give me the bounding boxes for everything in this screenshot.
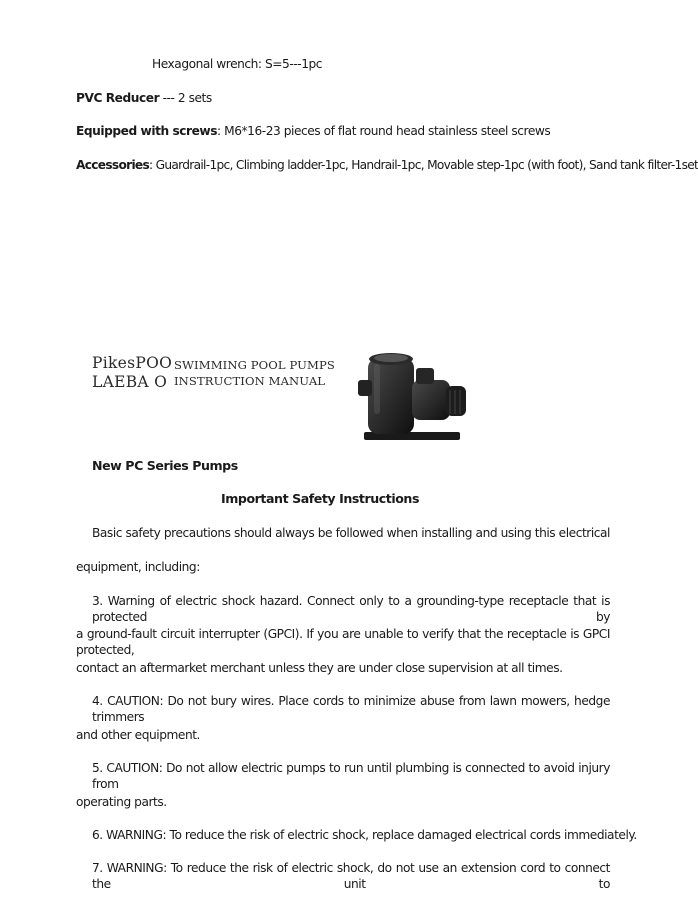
p5-line-2: operating parts. [76,795,167,809]
manual-brand [92,354,172,392]
screws-value: : M6*16-23 pieces of flat round head stainless steel screws [217,124,551,138]
accessories-label: Accessories [76,158,150,172]
p4-line-2: and other equipment. [76,728,200,742]
pump-photo [358,350,470,442]
p4-line-1: 4. CAUTION: Do not bury wires. Place cords to minimize abuse from lawn mowers, hedge trimmers [92,694,610,724]
p7-line-1: 7. WARNING: To reduce the risk of electric shock, do not use an extension cord to connect the unit to [92,861,610,891]
p3-line-3: contact an aftermarket merchant unless they are under close supervision at all times. [76,661,563,675]
wrench-line: Hexagonal wrench: S=5---1pc [152,57,323,71]
p3-line-2: a ground-fault circuit interrupter (GPCI). If you are unable to verify that the receptacle is GPCI protected, [76,627,610,657]
safety-heading: Important Safety Instructions [221,491,419,506]
screws-label: Equipped with screws [76,124,218,138]
intro-line-2: equipment, including: [76,560,200,574]
reducer-label: PVC Reducer [76,91,160,105]
p6-line-1: 6. WARNING: To reduce the risk of electric shock, replace damaged electrical cords immediately. [92,828,637,842]
manual-cover-image [92,354,342,404]
series-heading: New PC Series Pumps [92,458,238,473]
p3-line-1: 3. Warning of electric shock hazard. Connect only to a grounding-type receptacle that is protected by [92,594,610,624]
brand-line-2: LAEBA O [92,373,168,391]
brand-line-1: PikesPOO [92,354,173,372]
reducer-line [76,90,610,106]
p5-line-1: 5. CAUTION: Do not allow electric pumps to run until plumbing is connected to avoid injury from [92,761,610,791]
accessories-line [76,157,698,173]
manual-title [174,357,335,389]
reducer-value: --- 2 sets [159,91,212,105]
screws-line [76,123,610,139]
title-line-2: INSTRUCTION MANUAL [174,374,326,388]
title-line-1: SWIMMING POOL PUMPS [174,358,335,372]
intro-line-1: Basic safety precautions should always be followed when installing and using this electrical [92,526,610,540]
accessories-value: : Guardrail-1pc, Climbing ladder-1pc, Handrail-1pc, Movable step-1pc (with foot), Sand tank filter-1set [149,158,698,172]
